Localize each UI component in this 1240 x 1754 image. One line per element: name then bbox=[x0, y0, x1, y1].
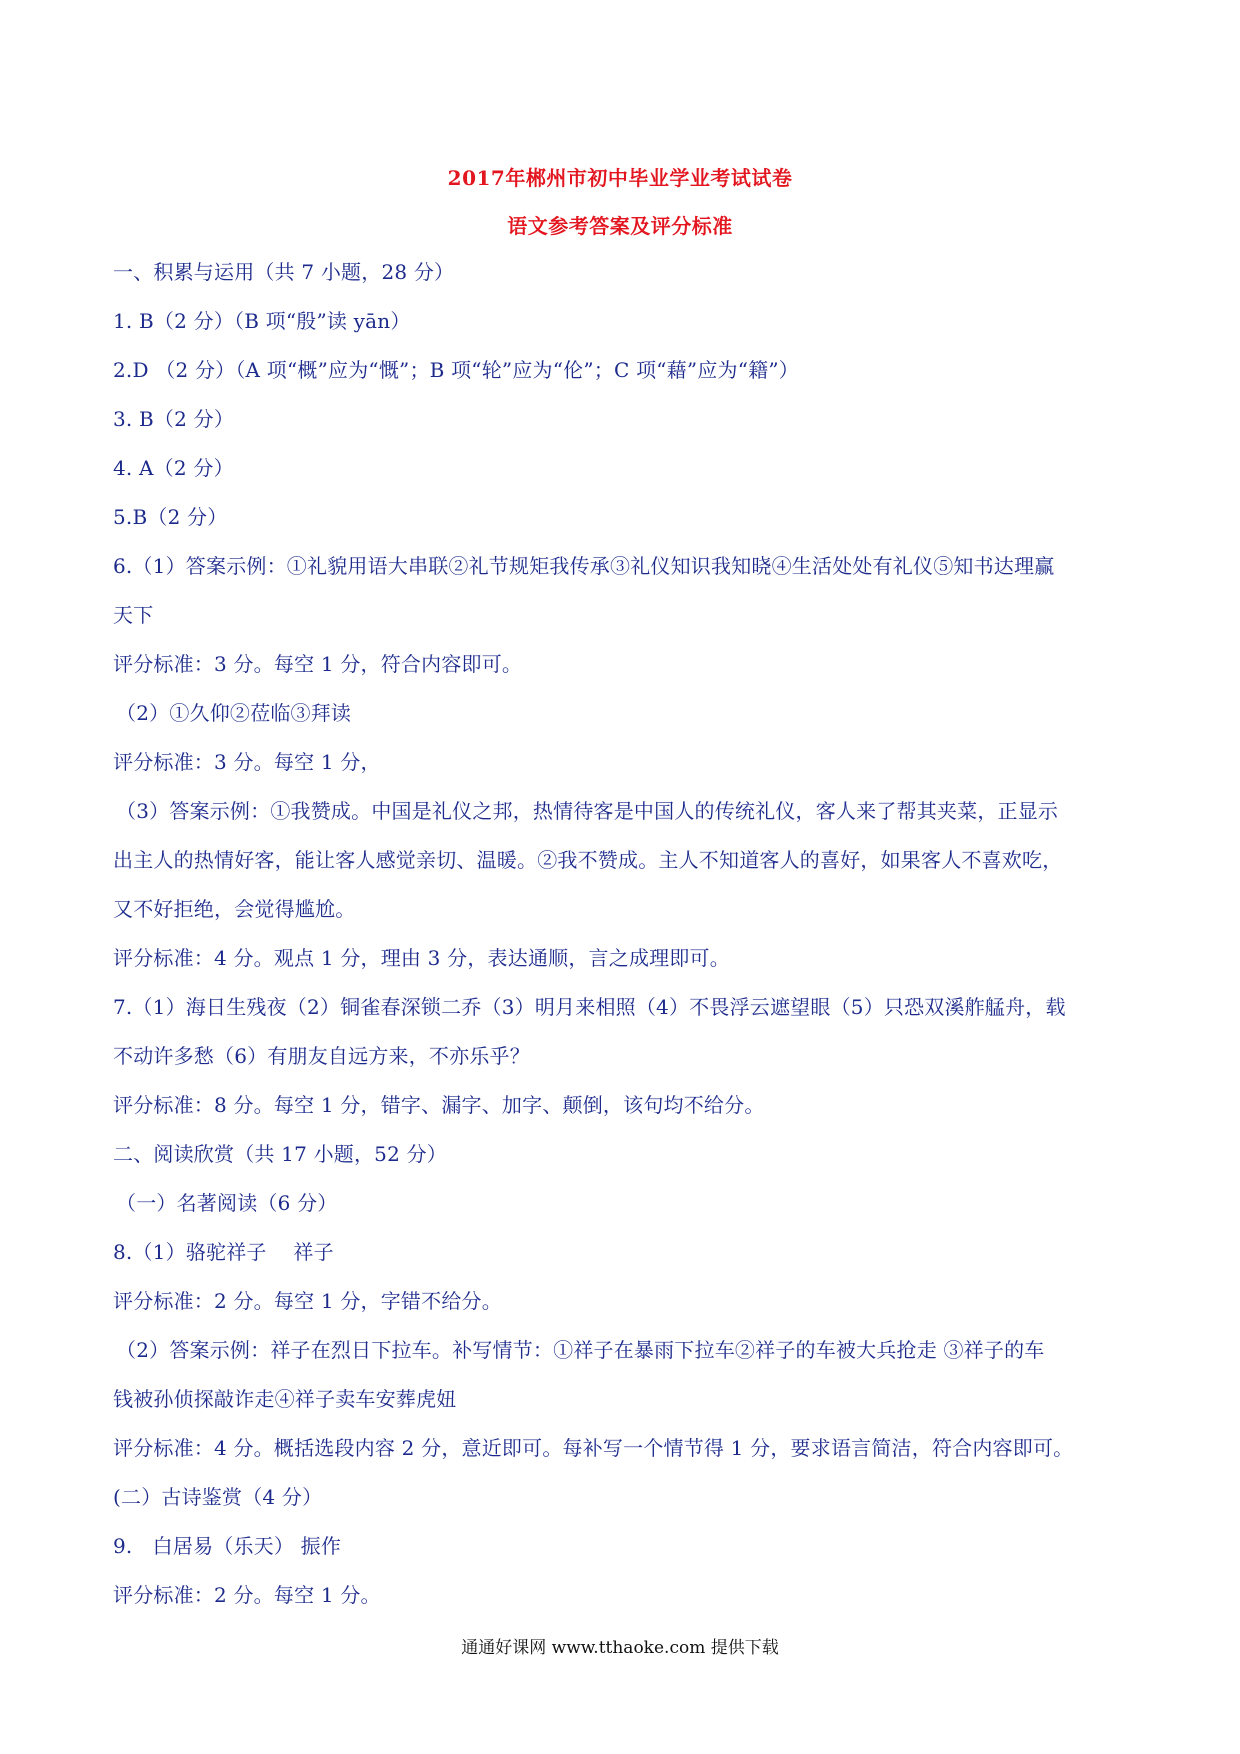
scoring-line: 评分标准：4 分。观点 1 分，理由 3 分，表达通顺，言之成理即可。 bbox=[113, 946, 730, 970]
page-footer: 通通好课网 www.tthaoke.com 提供下载 bbox=[461, 1638, 779, 1658]
answer-line: 7.（1）海日生残夜（2）铜雀春深锁二乔（3）明月来相照（4）不畏浮云遮望眼（5）只恐双溪舴艋舟，载 bbox=[113, 995, 1066, 1019]
answer-line: 3. B（2 分） bbox=[113, 407, 235, 431]
answer-line: 6.（1）答案示例：①礼貌用语大串联②礼节规矩我传承③礼仪知识我知晓④生活处处有礼仪⑤知书达理赢 bbox=[113, 554, 1055, 578]
scoring-line: 评分标准：4 分。概括选段内容 2 分，意近即可。每补写一个情节得 1 分，要求语言简洁，符合内容即可。 bbox=[113, 1436, 1074, 1460]
answer-line: 1. B（2 分）（B 项“殷”读 yān） bbox=[113, 309, 411, 333]
answer-line: （2）答案示例：祥子在烈日下拉车。补写情节：①祥子在暴雨下拉车②祥子的车被大兵抢走 ③祥子的车 bbox=[116, 1338, 1045, 1362]
answer-line: 4. A（2 分） bbox=[113, 456, 234, 480]
answer-line: 不动许多愁（6）有朋友自远方来，不亦乐乎？ bbox=[113, 1044, 530, 1068]
scoring-line: 评分标准：2 分。每空 1 分。 bbox=[113, 1583, 381, 1607]
answer-line: 天下 bbox=[113, 603, 154, 627]
answer-line: （3）答案示例：①我赞成。中国是礼仪之邦，热情待客是中国人的传统礼仪，客人来了帮其夹菜，正显示 bbox=[116, 799, 1059, 823]
subsection-heading: （一）名著阅读（6 分） bbox=[116, 1191, 338, 1215]
scoring-line: 评分标准：3 分。每空 1 分， bbox=[113, 750, 381, 774]
answer-line: 9. 白居易（乐天） 振作 bbox=[113, 1534, 342, 1558]
answer-line: 2.D （2 分）（A 项“概”应为“慨”；B 项“轮”应为“伦”；C 项“藉”应为“籍”） bbox=[113, 358, 799, 382]
answer-line: 钱被孙侦探敲诈走④祥子卖车安葬虎妞 bbox=[113, 1387, 457, 1411]
answer-line: 8.（1）骆驼祥子 祥子 bbox=[113, 1240, 334, 1264]
answer-line: 5.B（2 分） bbox=[113, 505, 228, 529]
scoring-line: 评分标准：8 分。每空 1 分，错字、漏字、加字、颠倒，该句均不给分。 bbox=[113, 1093, 765, 1117]
section-heading: 一、积累与运用（共 7 小题，28 分） bbox=[113, 260, 455, 284]
section-heading: 二、阅读欣赏（共 17 小题，52 分） bbox=[113, 1142, 447, 1166]
subsection-heading: (二）古诗鉴赏（4 分） bbox=[113, 1485, 323, 1509]
document-subtitle: 语文参考答案及评分标准 bbox=[507, 214, 733, 238]
answer-line: 出主人的热情好客，能让客人感觉亲切、温暖。②我不赞成。主人不知道客人的喜好，如果客人不喜欢吃， bbox=[113, 848, 1063, 872]
scoring-line: 评分标准：3 分。每空 1 分，符合内容即可。 bbox=[113, 652, 523, 676]
answer-line: （2）①久仰②莅临③拜读 bbox=[116, 701, 352, 725]
answer-line: 又不好拒绝，会觉得尴尬。 bbox=[113, 897, 356, 921]
scoring-line: 评分标准：2 分。每空 1 分，字错不给分。 bbox=[113, 1289, 502, 1313]
document-title: 2017年郴州市初中毕业学业考试试卷 bbox=[447, 166, 793, 190]
